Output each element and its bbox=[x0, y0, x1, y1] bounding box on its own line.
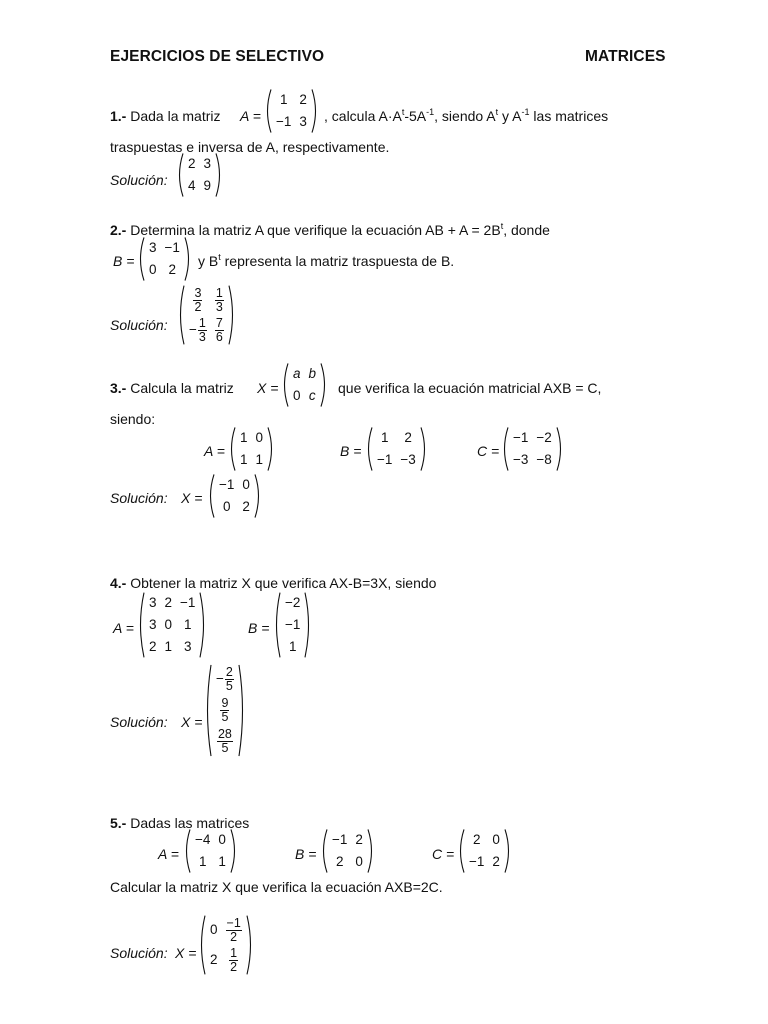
left-parenthesis bbox=[319, 829, 328, 873]
matrix-cell: c bbox=[308, 388, 316, 403]
text: , donde bbox=[503, 222, 550, 238]
matrix-row bbox=[212, 664, 238, 695]
matrix-cell: −1 bbox=[164, 240, 180, 255]
matrix-body bbox=[145, 592, 199, 658]
matrix-cell: 2 bbox=[210, 952, 218, 967]
matrix-cell: −1 bbox=[469, 854, 485, 869]
matrix-cell: −2 bbox=[285, 595, 301, 610]
matrix-body bbox=[509, 427, 556, 471]
matrix-row bbox=[206, 945, 246, 975]
matrix-cell bbox=[185, 315, 211, 345]
matrix-row bbox=[184, 175, 215, 197]
exercise-2-statement bbox=[110, 222, 550, 238]
matrix-row bbox=[328, 829, 367, 851]
matrix-B bbox=[364, 427, 429, 471]
matrix-row bbox=[145, 592, 199, 614]
matrix-cell: 1 bbox=[164, 639, 173, 654]
solution-label: Solución: bbox=[110, 945, 168, 961]
matrix-row bbox=[272, 111, 311, 133]
fraction-denominator: 6 bbox=[215, 329, 223, 344]
matrix-cell: 1 bbox=[240, 430, 248, 445]
matrix-body bbox=[289, 363, 320, 407]
matrix-A bbox=[136, 592, 208, 658]
matrix-cell: 1 bbox=[255, 452, 264, 467]
matrix-body bbox=[184, 153, 215, 197]
exercise-text: Dadas las matrices bbox=[130, 815, 250, 831]
fraction-denominator: 3 bbox=[215, 299, 223, 314]
matrix-row bbox=[328, 851, 367, 873]
matrix-row bbox=[509, 449, 556, 471]
matrix-label: C = bbox=[432, 846, 455, 862]
fraction bbox=[193, 287, 202, 314]
left-parenthesis bbox=[227, 427, 236, 471]
matrix-cell: 1 bbox=[279, 92, 288, 107]
exercise-number: 4.- bbox=[110, 575, 127, 591]
right-parenthesis bbox=[215, 153, 224, 197]
left-parenthesis bbox=[364, 427, 373, 471]
matrix-body bbox=[206, 915, 246, 975]
matrix-cell: 0 bbox=[492, 832, 500, 847]
matrix-cell bbox=[222, 915, 246, 945]
matrix-row bbox=[212, 695, 238, 726]
right-parenthesis bbox=[311, 89, 320, 133]
text: y B bbox=[198, 253, 219, 269]
matrix-row bbox=[509, 427, 556, 449]
worksheet-title: EJERCICIOS DE SELECTIVO bbox=[110, 48, 325, 65]
matrix-cell: b bbox=[308, 366, 317, 381]
right-parenthesis bbox=[228, 285, 237, 345]
solution-label: Solución: bbox=[110, 714, 168, 730]
matrix-cell: 0 bbox=[355, 854, 363, 869]
matrix-C bbox=[456, 829, 513, 873]
matrix-row bbox=[373, 449, 420, 471]
matrix-cell: 0 bbox=[293, 388, 301, 403]
matrix-cell bbox=[211, 285, 228, 315]
superscript: t bbox=[218, 252, 221, 262]
text: representa la matriz traspuesta de B. bbox=[220, 253, 455, 269]
matrix-row bbox=[145, 237, 184, 259]
matrix-row bbox=[236, 427, 267, 449]
matrix-label: B = bbox=[340, 443, 362, 459]
right-parenthesis bbox=[267, 427, 276, 471]
matrix-cell: 3 bbox=[149, 617, 157, 632]
left-parenthesis bbox=[136, 237, 145, 281]
matrix-cell: 1 bbox=[240, 452, 248, 467]
fraction-numerator: 7 bbox=[215, 315, 223, 330]
fraction bbox=[225, 666, 234, 693]
matrix-label: X = bbox=[181, 490, 203, 506]
right-parenthesis bbox=[504, 829, 513, 873]
matrix-B bbox=[272, 592, 313, 658]
fraction bbox=[229, 947, 238, 974]
matrix-cell: −3 bbox=[400, 452, 416, 467]
matrix-label: X = bbox=[181, 714, 203, 730]
worksheet-topic: MATRICES bbox=[585, 48, 666, 65]
matrix-row bbox=[184, 153, 215, 175]
matrix-row bbox=[272, 89, 311, 111]
matrix-A bbox=[263, 89, 320, 133]
exercise-text: Obtener la matriz X que verifica AX-B=3X, siendo bbox=[130, 575, 437, 591]
matrix-row bbox=[215, 496, 254, 518]
fraction-denominator: 5 bbox=[221, 741, 229, 755]
matrix-cell: −1 bbox=[276, 114, 292, 129]
matrix-row bbox=[212, 726, 238, 757]
left-parenthesis bbox=[203, 664, 212, 757]
matrix-cell bbox=[211, 315, 228, 345]
solution-matrix bbox=[175, 153, 224, 197]
matrix-label: X = bbox=[175, 945, 197, 961]
text: y A bbox=[498, 108, 522, 124]
solution-label: Solución: bbox=[110, 490, 168, 506]
left-parenthesis bbox=[456, 829, 465, 873]
matrix-cell bbox=[212, 726, 238, 757]
matrix-row bbox=[206, 915, 246, 945]
right-parenthesis bbox=[367, 829, 376, 873]
matrix-cell bbox=[212, 664, 238, 695]
matrix-row bbox=[465, 829, 504, 851]
right-parenthesis bbox=[199, 592, 208, 658]
matrix-cell: −1 bbox=[285, 617, 301, 632]
matrix-cell: 4 bbox=[188, 178, 196, 193]
fraction bbox=[220, 697, 229, 724]
left-parenthesis bbox=[272, 592, 281, 658]
matrix-row bbox=[191, 851, 230, 873]
matrix-label: B = bbox=[113, 253, 135, 269]
right-parenthesis bbox=[304, 592, 313, 658]
superscript: -1 bbox=[426, 107, 435, 117]
matrix-cell: −1 bbox=[180, 595, 196, 610]
matrix-row bbox=[281, 636, 304, 658]
right-parenthesis bbox=[254, 474, 263, 518]
matrix-A bbox=[182, 829, 239, 873]
exercise-3-text-cont: que verifica la ecuación matricial AXB = C, bbox=[338, 380, 602, 396]
matrix-body bbox=[212, 664, 238, 757]
matrix-cell: 0 bbox=[255, 430, 264, 445]
superscript: t bbox=[401, 107, 405, 117]
matrix-cell: −2 bbox=[536, 430, 552, 445]
matrix-B bbox=[136, 237, 193, 281]
right-parenthesis bbox=[230, 829, 239, 873]
fraction bbox=[198, 317, 207, 344]
matrix-cell: 3 bbox=[203, 156, 212, 171]
matrix-body bbox=[191, 829, 230, 873]
left-parenthesis bbox=[500, 427, 509, 471]
matrix-row bbox=[281, 614, 304, 636]
superscript: -1 bbox=[521, 107, 530, 117]
matrix-cell: 1 bbox=[288, 639, 297, 654]
matrix-cell: −8 bbox=[536, 452, 552, 467]
matrix-body bbox=[272, 89, 311, 133]
matrix-cell: 0 bbox=[149, 262, 157, 277]
exercise-number: 3.- bbox=[110, 380, 127, 396]
fraction-denominator: 2 bbox=[194, 299, 202, 314]
matrix-cell: 1 bbox=[380, 430, 389, 445]
matrix-cell: 2 bbox=[242, 499, 250, 514]
right-parenthesis bbox=[556, 427, 565, 471]
exercise-2-text-cont bbox=[198, 253, 454, 269]
matrix-cell: −4 bbox=[195, 832, 211, 847]
matrix-cell bbox=[212, 695, 238, 726]
matrix-row bbox=[289, 363, 320, 385]
matrix-body bbox=[465, 829, 504, 873]
matrix-cell: 2 bbox=[472, 832, 481, 847]
solution-matrix bbox=[206, 474, 263, 518]
matrix-row bbox=[185, 285, 228, 315]
matrix-body bbox=[373, 427, 420, 471]
matrix-label: B = bbox=[248, 620, 270, 636]
matrix-cell: 0 bbox=[210, 922, 218, 937]
left-parenthesis bbox=[206, 474, 215, 518]
fraction-denominator: 5 bbox=[221, 710, 229, 724]
fraction-numerator: 1 bbox=[198, 315, 206, 330]
right-parenthesis bbox=[420, 427, 429, 471]
matrix-cell: −1 bbox=[219, 477, 235, 492]
fraction-numerator: 1 bbox=[230, 945, 238, 960]
exercise-1-text-line2: traspuestas e inversa de A, respectivamente. bbox=[110, 139, 390, 155]
matrix-row bbox=[145, 259, 184, 281]
matrix-cell: −1 bbox=[513, 430, 529, 445]
matrix-cell: 2 bbox=[492, 854, 500, 869]
matrix-label: X = bbox=[257, 380, 279, 396]
matrix-cell: 2 bbox=[335, 854, 344, 869]
matrix-label: A = bbox=[113, 620, 134, 636]
matrix-cell: 9 bbox=[203, 178, 212, 193]
matrix-cell: 1 bbox=[198, 854, 207, 869]
matrix-row bbox=[465, 851, 504, 873]
matrix-cell: 1 bbox=[218, 854, 226, 869]
exercise-3-text-line2: siendo: bbox=[110, 411, 156, 427]
left-parenthesis bbox=[280, 363, 289, 407]
left-parenthesis bbox=[263, 89, 272, 133]
matrix-C bbox=[500, 427, 565, 471]
fraction-denominator: 5 bbox=[225, 679, 233, 693]
fraction-denominator: 2 bbox=[230, 959, 238, 974]
left-parenthesis bbox=[175, 153, 184, 197]
fraction bbox=[226, 917, 242, 944]
matrix-cell: 0 bbox=[242, 477, 250, 492]
exercise-number: 2.- bbox=[110, 222, 127, 238]
matrix-body bbox=[236, 427, 267, 471]
matrix-cell: 2 bbox=[355, 832, 363, 847]
matrix-body bbox=[145, 237, 184, 281]
fraction-numerator: −1 bbox=[226, 915, 241, 930]
matrix-label: A = bbox=[158, 846, 179, 862]
matrix-row bbox=[145, 636, 199, 658]
matrix-row bbox=[185, 315, 228, 345]
matrix-X bbox=[280, 363, 329, 407]
exercise-text: Determina la matriz A que verifique la ecuación AB + A = 2B bbox=[130, 222, 501, 238]
text: -5A bbox=[404, 108, 427, 124]
exercise-text: Dada la matriz bbox=[130, 108, 221, 124]
matrix-row bbox=[281, 592, 304, 614]
matrix-cell: −1 bbox=[377, 452, 393, 467]
matrix-cell: −1 bbox=[332, 832, 348, 847]
matrix-row bbox=[215, 474, 254, 496]
matrix-cell: 3 bbox=[183, 639, 192, 654]
matrix-label: B = bbox=[295, 846, 317, 862]
matrix-cell: 0 bbox=[222, 499, 231, 514]
exercise-5-text-line2: Calcular la matriz X que verifica la ecuación AXB=2C. bbox=[110, 879, 443, 895]
matrix-body bbox=[328, 829, 367, 873]
fraction-denominator: 3 bbox=[198, 329, 206, 344]
solution-label: Solución: bbox=[110, 172, 168, 188]
exercise-4-statement bbox=[110, 575, 436, 591]
matrix-cell: 2 bbox=[299, 92, 307, 107]
matrix-row bbox=[191, 829, 230, 851]
matrix-cell: 2 bbox=[149, 639, 157, 654]
left-parenthesis bbox=[136, 592, 145, 658]
fraction-numerator: 9 bbox=[221, 696, 229, 710]
fraction bbox=[215, 317, 224, 344]
matrix-label: C = bbox=[477, 443, 500, 459]
exercise-number: 1.- bbox=[110, 108, 127, 124]
fraction bbox=[217, 728, 233, 755]
left-parenthesis bbox=[182, 829, 191, 873]
right-parenthesis bbox=[238, 664, 247, 757]
matrix-cell: 0 bbox=[164, 617, 173, 632]
fraction-numerator: 3 bbox=[194, 285, 202, 300]
right-parenthesis bbox=[320, 363, 329, 407]
fraction-numerator: 28 bbox=[217, 727, 232, 741]
matrix-cell: 1 bbox=[183, 617, 192, 632]
right-parenthesis bbox=[246, 915, 255, 975]
matrix-cell: 2 bbox=[168, 262, 176, 277]
fraction-numerator: 1 bbox=[215, 285, 223, 300]
matrix-cell: 2 bbox=[188, 156, 196, 171]
matrix-cell: 0 bbox=[218, 832, 226, 847]
exercise-3-statement bbox=[110, 380, 234, 396]
solution-matrix bbox=[176, 285, 237, 345]
fraction-numerator: 2 bbox=[225, 665, 233, 679]
matrix-cell: 2 bbox=[404, 430, 412, 445]
text: , siendo A bbox=[434, 108, 496, 124]
matrix-body bbox=[185, 285, 228, 345]
matrix-row bbox=[145, 614, 199, 636]
superscript: t bbox=[495, 107, 499, 117]
solution-label: Solución: bbox=[110, 317, 168, 333]
matrix-B bbox=[319, 829, 376, 873]
exercise-number: 5.- bbox=[110, 815, 127, 831]
left-parenthesis bbox=[197, 915, 206, 975]
matrix-row bbox=[236, 449, 267, 471]
matrix-body bbox=[281, 592, 304, 658]
matrix-cell: 3 bbox=[299, 114, 307, 129]
matrix-row bbox=[289, 385, 320, 407]
right-parenthesis bbox=[184, 237, 193, 281]
text: las matrices bbox=[529, 108, 609, 124]
solution-matrix bbox=[197, 915, 255, 975]
matrix-label: A = bbox=[240, 108, 261, 124]
exercise-1-statement bbox=[110, 108, 221, 124]
matrix-body bbox=[215, 474, 254, 518]
matrix-cell bbox=[185, 285, 211, 315]
left-parenthesis bbox=[176, 285, 185, 345]
matrix-A bbox=[227, 427, 276, 471]
exercise-text: Calcula la matriz bbox=[130, 380, 234, 396]
text: , calcula A·A bbox=[324, 108, 402, 124]
superscript: t bbox=[500, 221, 504, 231]
matrix-cell: 3 bbox=[149, 595, 157, 610]
matrix-cell: a bbox=[293, 366, 301, 381]
fraction-denominator: 2 bbox=[230, 929, 238, 944]
matrix-row bbox=[373, 427, 420, 449]
matrix-cell: 3 bbox=[149, 240, 157, 255]
fraction bbox=[215, 287, 224, 314]
matrix-label: A = bbox=[204, 443, 225, 459]
minus-sign: − bbox=[216, 671, 224, 687]
minus-sign: − bbox=[189, 321, 197, 337]
matrix-cell: 2 bbox=[164, 595, 173, 610]
matrix-cell: −3 bbox=[513, 452, 529, 467]
matrix-cell bbox=[222, 945, 246, 975]
solution-matrix bbox=[203, 664, 247, 757]
exercise-1-text-cont bbox=[324, 108, 608, 124]
